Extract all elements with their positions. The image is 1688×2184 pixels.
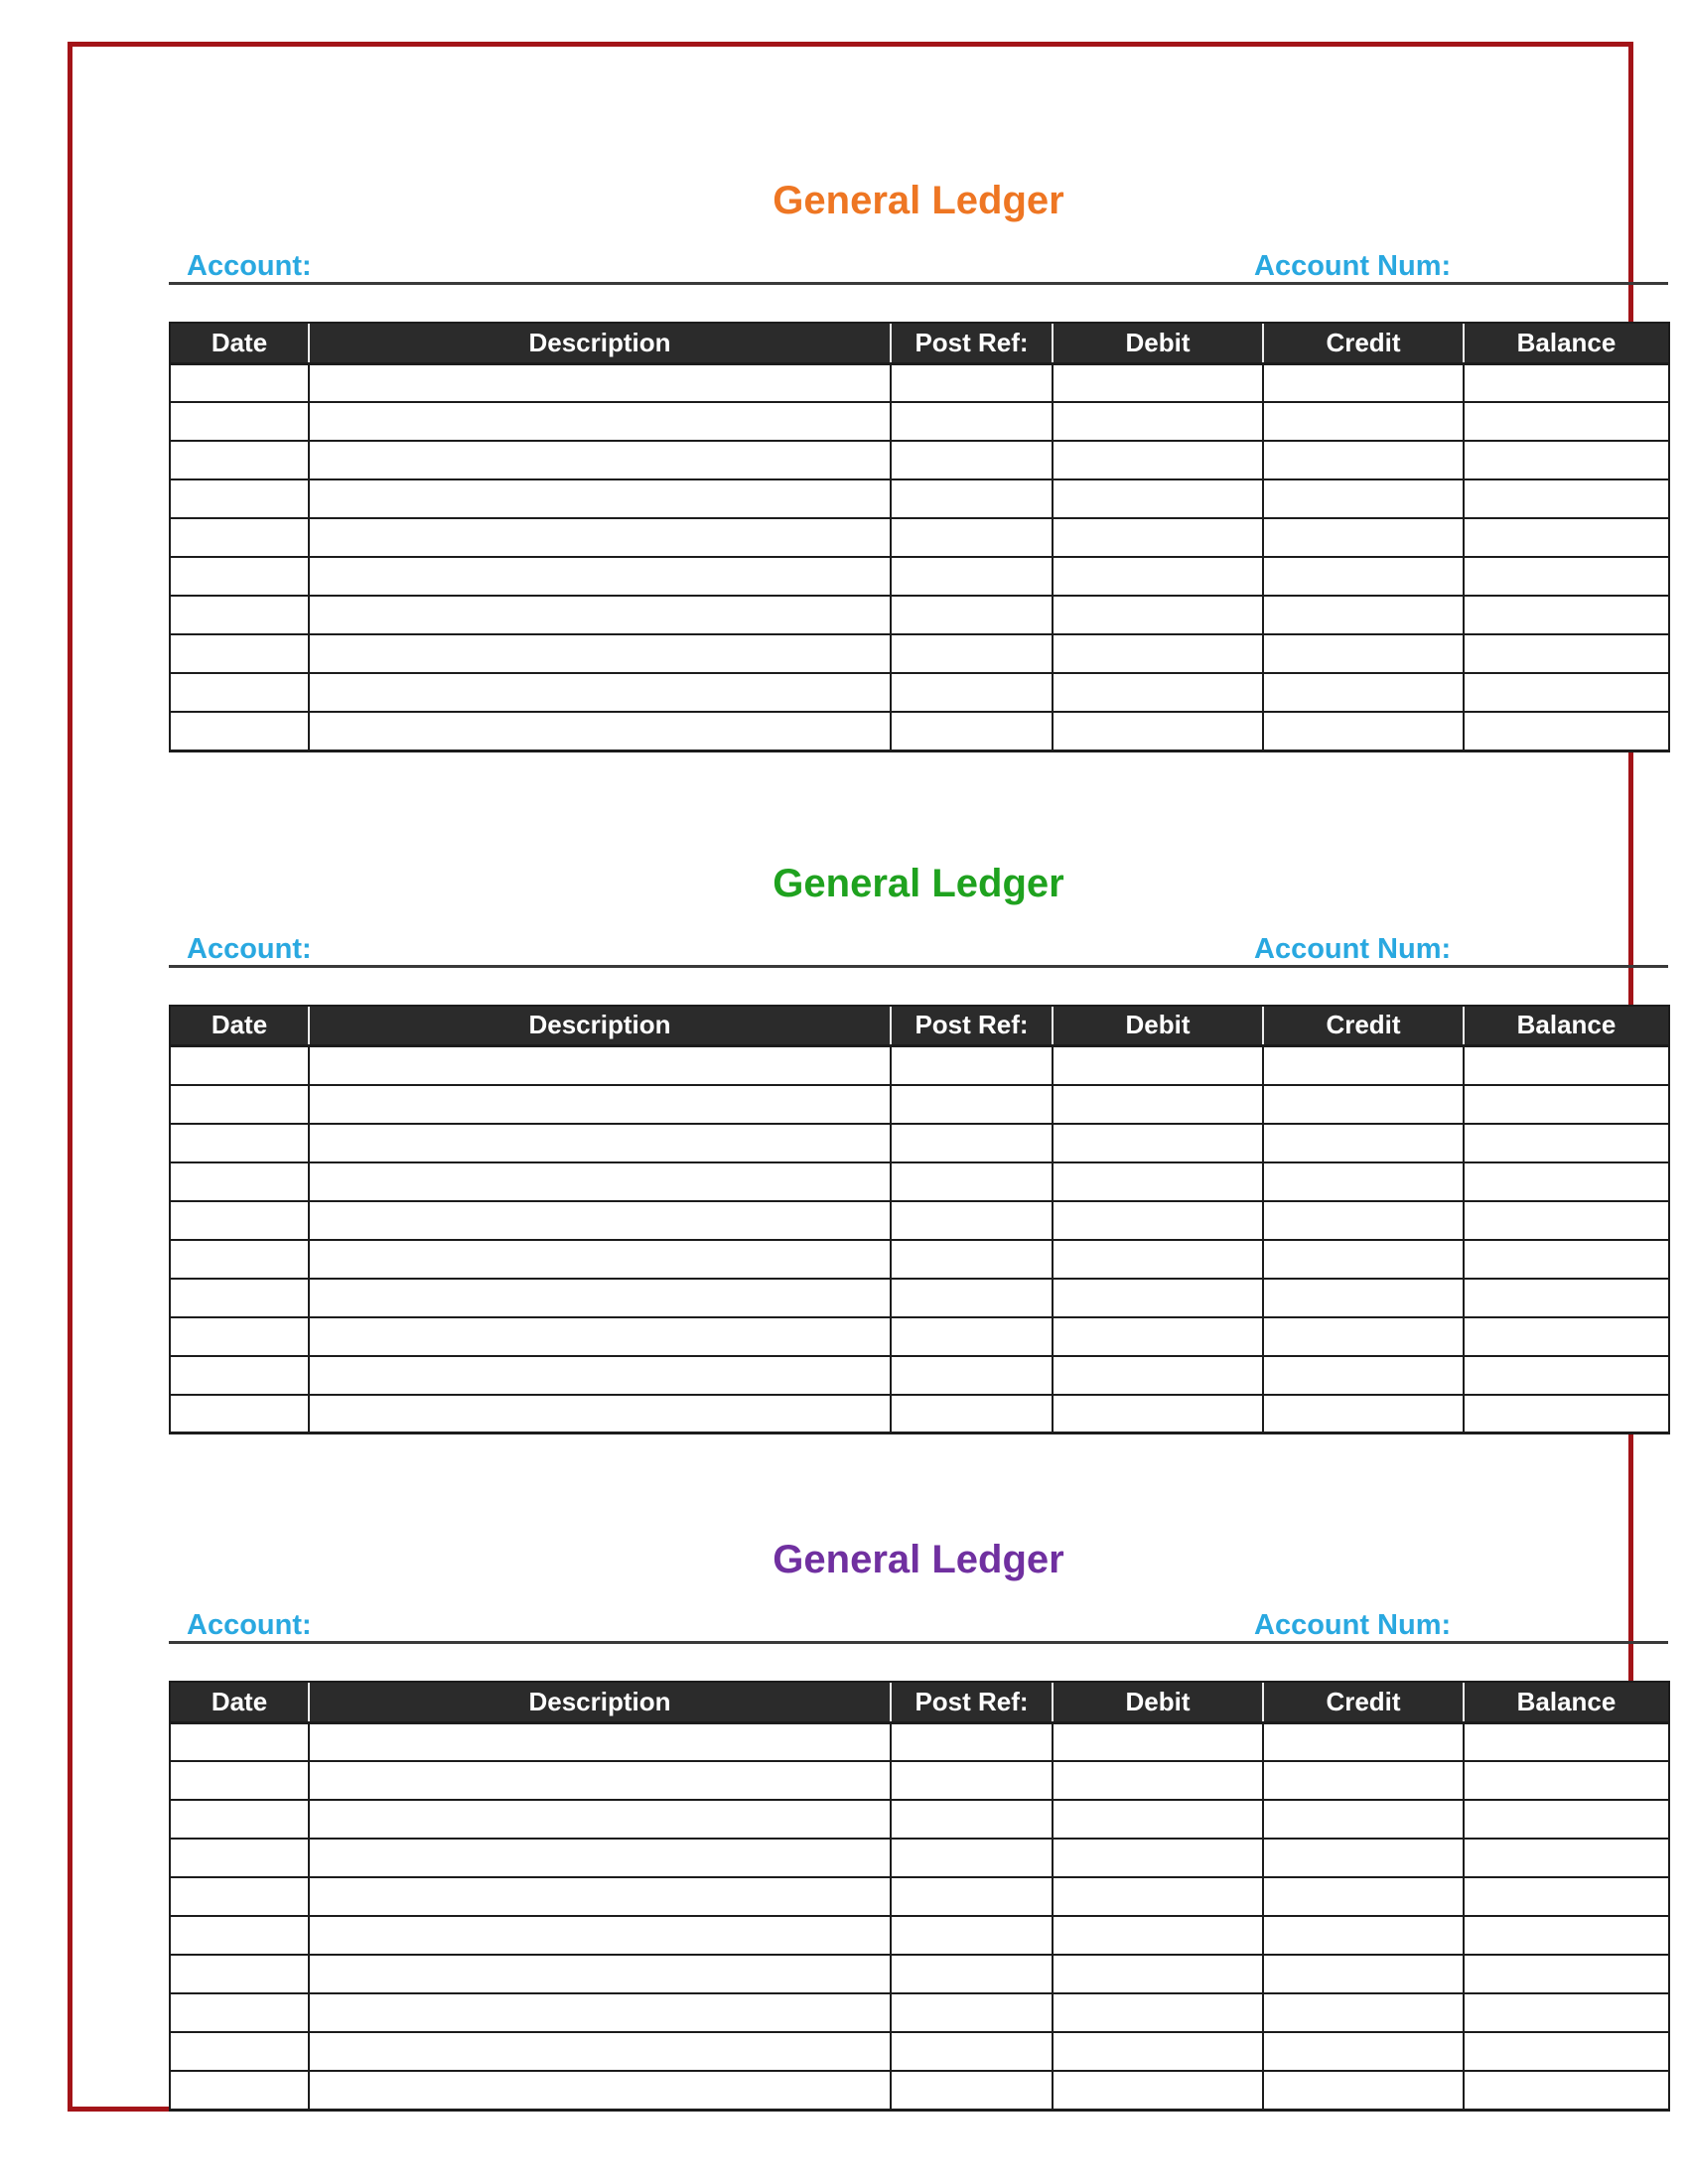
ledger-empty-cell	[1263, 1395, 1464, 1433]
ledger-empty-cell	[170, 596, 309, 634]
ledger-empty-cell	[309, 518, 891, 557]
col-header-debit: Debit	[1053, 1682, 1263, 1722]
account-label: Account:	[187, 1609, 312, 1641]
ledger-empty-cell	[1263, 2032, 1464, 2071]
ledger-empty-cell	[170, 1085, 309, 1124]
ledger-empty-cell	[891, 479, 1053, 518]
ledger-empty-cell	[891, 673, 1053, 712]
ledger-empty-cell	[309, 1046, 891, 1085]
ledger-empty-cell	[1464, 518, 1669, 557]
section-title: General Ledger	[773, 861, 1064, 905]
ledger-empty-cell	[1263, 1046, 1464, 1085]
account-row	[169, 1609, 1668, 1641]
col-header-date: Date	[170, 323, 309, 363]
ledger-empty-cell	[1053, 1800, 1263, 1839]
ledger-empty-cell	[309, 1916, 891, 1955]
col-header-description: Description	[309, 1682, 891, 1722]
ledger-empty-cell	[891, 1993, 1053, 2032]
ledger-empty-cell	[891, 1201, 1053, 1240]
ledger-empty-cell	[1053, 1085, 1263, 1124]
ledger-empty-cell	[891, 1317, 1053, 1356]
account-num-label: Account Num:	[1254, 1609, 1452, 1641]
ledger-empty-cell	[1263, 596, 1464, 634]
col-header-debit: Debit	[1053, 1006, 1263, 1046]
table-header-row	[170, 323, 1669, 363]
section-title: General Ledger	[773, 1538, 1064, 1581]
ledger-empty-cell	[891, 363, 1053, 402]
ledger-empty-row	[170, 1761, 1669, 1800]
ledger-empty-row	[170, 1877, 1669, 1916]
ledger-empty-row	[170, 712, 1669, 751]
account-num-label: Account Num:	[1254, 250, 1452, 282]
ledger-empty-row	[170, 1955, 1669, 1993]
ledger-empty-row	[170, 1046, 1669, 1085]
ledger-empty-cell	[1464, 1955, 1669, 1993]
ledger-empty-row	[170, 1993, 1669, 2032]
ledger-empty-cell	[1464, 2071, 1669, 2110]
ledger-empty-row	[170, 1916, 1669, 1955]
ledger-empty-cell	[309, 1240, 891, 1279]
ledger-empty-cell	[1464, 712, 1669, 751]
ledger-empty-cell	[1464, 1993, 1669, 2032]
col-header-credit: Credit	[1263, 1682, 1464, 1722]
ledger-empty-cell	[1053, 596, 1263, 634]
ledger-empty-cell	[170, 1722, 309, 1761]
col-header-balance: Balance	[1464, 1006, 1669, 1046]
ledger-empty-cell	[891, 634, 1053, 673]
ledger-empty-cell	[309, 1993, 891, 2032]
col-header-balance: Balance	[1464, 323, 1669, 363]
ledger-empty-cell	[1464, 2032, 1669, 2071]
ledger-empty-cell	[1053, 1046, 1263, 1085]
ledger-empty-row	[170, 1124, 1669, 1162]
ledger-empty-row	[170, 1800, 1669, 1839]
ledger-empty-cell	[1053, 1124, 1263, 1162]
ledger-empty-cell	[1053, 1162, 1263, 1201]
ledger-empty-cell	[170, 1279, 309, 1317]
ledger-empty-cell	[309, 2071, 891, 2110]
col-header-credit: Credit	[1263, 1006, 1464, 1046]
ledger-empty-cell	[1464, 634, 1669, 673]
ledger-empty-cell	[1263, 441, 1464, 479]
ledger-empty-cell	[170, 479, 309, 518]
ledger-empty-cell	[170, 1761, 309, 1800]
ledger-empty-cell	[1263, 1877, 1464, 1916]
ledger-empty-cell	[1464, 1124, 1669, 1162]
ledger-empty-cell	[1464, 441, 1669, 479]
ledger-empty-cell	[1053, 634, 1263, 673]
ledger-empty-cell	[1464, 1722, 1669, 1761]
ledger-empty-cell	[891, 518, 1053, 557]
ledger-empty-cell	[891, 1279, 1053, 1317]
ledger-empty-cell	[891, 1240, 1053, 1279]
account-underline	[169, 282, 1668, 285]
ledger-empty-cell	[1053, 2032, 1263, 2071]
page-content	[169, 93, 1668, 2112]
ledger-empty-cell	[309, 1356, 891, 1395]
ledger-empty-cell	[309, 634, 891, 673]
ledger-empty-cell	[1464, 596, 1669, 634]
ledger-empty-cell	[1053, 1877, 1263, 1916]
ledger-empty-cell	[1053, 1395, 1263, 1433]
ledger-empty-cell	[170, 712, 309, 751]
ledger-empty-cell	[1464, 1317, 1669, 1356]
ledger-empty-cell	[1053, 363, 1263, 402]
ledger-empty-cell	[309, 1395, 891, 1433]
ledger-empty-row	[170, 634, 1669, 673]
ledger-empty-cell	[170, 1162, 309, 1201]
ledger-empty-cell	[1263, 1916, 1464, 1955]
ledger-empty-cell	[891, 402, 1053, 441]
ledger-empty-cell	[1053, 479, 1263, 518]
ledger-empty-cell	[1053, 673, 1263, 712]
ledger-empty-cell	[170, 1800, 309, 1839]
ledger-section-1	[169, 179, 1668, 752]
ledger-empty-cell	[309, 1085, 891, 1124]
ledger-empty-cell	[1053, 1955, 1263, 1993]
account-label: Account:	[187, 250, 312, 282]
col-header-date: Date	[170, 1006, 309, 1046]
ledger-empty-row	[170, 2071, 1669, 2110]
ledger-empty-cell	[1263, 2071, 1464, 2110]
ledger-empty-cell	[309, 712, 891, 751]
ledger-empty-cell	[170, 1201, 309, 1240]
ledger-empty-cell	[309, 1317, 891, 1356]
ledger-empty-cell	[309, 1955, 891, 1993]
ledger-empty-cell	[1263, 1993, 1464, 2032]
ledger-empty-cell	[1464, 363, 1669, 402]
ledger-section-3	[169, 1538, 1668, 2112]
ledger-empty-cell	[891, 712, 1053, 751]
ledger-empty-cell	[1053, 402, 1263, 441]
ledger-empty-cell	[170, 673, 309, 712]
ledger-empty-cell	[891, 1761, 1053, 1800]
col-header-post-ref: Post Ref:	[891, 1682, 1053, 1722]
ledger-empty-cell	[891, 1395, 1053, 1433]
ledger-empty-cell	[1263, 1722, 1464, 1761]
ledger-empty-cell	[1263, 1162, 1464, 1201]
ledger-empty-cell	[309, 441, 891, 479]
ledger-empty-row	[170, 363, 1669, 402]
ledger-empty-cell	[170, 1317, 309, 1356]
ledger-empty-cell	[309, 363, 891, 402]
ledger-empty-row	[170, 1240, 1669, 1279]
ledger-empty-cell	[1263, 673, 1464, 712]
ledger-empty-cell	[170, 1993, 309, 2032]
ledger-empty-row	[170, 2032, 1669, 2071]
ledger-empty-cell	[1053, 1839, 1263, 1877]
ledger-empty-cell	[170, 2032, 309, 2071]
ledger-empty-row	[170, 441, 1669, 479]
ledger-empty-cell	[170, 363, 309, 402]
ledger-empty-cell	[1464, 1162, 1669, 1201]
ledger-table	[169, 1005, 1670, 1435]
ledger-empty-row	[170, 1201, 1669, 1240]
ledger-empty-cell	[1464, 1046, 1669, 1085]
col-header-date: Date	[170, 1682, 309, 1722]
ledger-empty-cell	[170, 1240, 309, 1279]
ledger-empty-cell	[891, 1839, 1053, 1877]
ledger-empty-cell	[891, 1162, 1053, 1201]
ledger-table	[169, 322, 1670, 752]
ledger-empty-cell	[891, 441, 1053, 479]
ledger-empty-cell	[1053, 1279, 1263, 1317]
ledger-empty-cell	[1464, 1800, 1669, 1839]
ledger-empty-cell	[1464, 1395, 1669, 1433]
ledger-empty-cell	[1053, 441, 1263, 479]
ledger-empty-cell	[891, 1800, 1053, 1839]
ledger-empty-cell	[309, 557, 891, 596]
ledger-empty-cell	[1053, 1761, 1263, 1800]
ledger-empty-cell	[1263, 1240, 1464, 1279]
ledger-empty-row	[170, 1839, 1669, 1877]
ledger-empty-cell	[170, 518, 309, 557]
account-row	[169, 933, 1668, 965]
ledger-empty-cell	[309, 1124, 891, 1162]
ledger-empty-cell	[1263, 1201, 1464, 1240]
ledger-empty-cell	[1263, 1356, 1464, 1395]
ledger-empty-cell	[1464, 1201, 1669, 1240]
ledger-empty-cell	[170, 441, 309, 479]
ledger-empty-cell	[1263, 1124, 1464, 1162]
ledger-empty-row	[170, 479, 1669, 518]
ledger-empty-row	[170, 557, 1669, 596]
ledger-empty-cell	[891, 1046, 1053, 1085]
table-header-row	[170, 1006, 1669, 1046]
ledger-empty-cell	[170, 557, 309, 596]
ledger-empty-cell	[309, 1279, 891, 1317]
ledger-empty-cell	[1053, 1240, 1263, 1279]
ledger-empty-cell	[1464, 1877, 1669, 1916]
ledger-empty-cell	[891, 557, 1053, 596]
ledger-empty-cell	[1464, 1916, 1669, 1955]
ledger-empty-cell	[1053, 1201, 1263, 1240]
ledger-empty-row	[170, 1395, 1669, 1433]
ledger-empty-cell	[891, 2071, 1053, 2110]
ledger-empty-cell	[1263, 363, 1464, 402]
ledger-empty-row	[170, 596, 1669, 634]
ledger-empty-cell	[891, 2032, 1053, 2071]
ledger-table	[169, 1681, 1670, 2112]
col-header-post-ref: Post Ref:	[891, 323, 1053, 363]
account-underline	[169, 1641, 1668, 1644]
ledger-empty-cell	[309, 1761, 891, 1800]
ledger-empty-cell	[1464, 673, 1669, 712]
ledger-empty-cell	[170, 1916, 309, 1955]
ledger-empty-cell	[1053, 1356, 1263, 1395]
ledger-empty-row	[170, 1356, 1669, 1395]
ledger-empty-cell	[170, 2071, 309, 2110]
ledger-empty-cell	[891, 1955, 1053, 1993]
ledger-empty-cell	[1053, 712, 1263, 751]
ledger-empty-cell	[1263, 712, 1464, 751]
ledger-empty-row	[170, 1279, 1669, 1317]
ledger-empty-cell	[1263, 1800, 1464, 1839]
account-label: Account:	[187, 932, 312, 965]
ledger-empty-row	[170, 1317, 1669, 1356]
ledger-empty-cell	[170, 402, 309, 441]
ledger-empty-cell	[1053, 557, 1263, 596]
ledger-empty-cell	[1263, 1317, 1464, 1356]
ledger-empty-cell	[1464, 557, 1669, 596]
ledger-empty-cell	[170, 1356, 309, 1395]
ledger-empty-cell	[1053, 1722, 1263, 1761]
ledger-empty-cell	[1053, 1916, 1263, 1955]
ledger-empty-cell	[1263, 557, 1464, 596]
ledger-empty-cell	[309, 1877, 891, 1916]
ledger-empty-cell	[1053, 1317, 1263, 1356]
ledger-empty-cell	[1053, 1993, 1263, 2032]
ledger-empty-cell	[309, 2032, 891, 2071]
ledger-empty-cell	[1464, 1240, 1669, 1279]
ledger-empty-cell	[1053, 518, 1263, 557]
ledger-section-2	[169, 862, 1668, 1435]
ledger-empty-cell	[170, 1839, 309, 1877]
col-header-description: Description	[309, 323, 891, 363]
col-header-description: Description	[309, 1006, 891, 1046]
ledger-empty-cell	[309, 596, 891, 634]
ledger-empty-cell	[1263, 1279, 1464, 1317]
ledger-empty-row	[170, 1085, 1669, 1124]
account-num-label: Account Num:	[1254, 932, 1452, 965]
ledger-empty-cell	[170, 1955, 309, 1993]
account-row	[169, 250, 1668, 282]
account-underline	[169, 965, 1668, 968]
ledger-empty-cell	[891, 1356, 1053, 1395]
ledger-empty-cell	[1263, 1085, 1464, 1124]
ledger-empty-row	[170, 1162, 1669, 1201]
ledger-empty-cell	[891, 1722, 1053, 1761]
page-red-border-frame	[68, 42, 1633, 2112]
ledger-empty-cell	[1464, 1085, 1669, 1124]
ledger-empty-cell	[309, 1201, 891, 1240]
ledger-empty-cell	[309, 1800, 891, 1839]
ledger-empty-row	[170, 1722, 1669, 1761]
col-header-balance: Balance	[1464, 1682, 1669, 1722]
ledger-empty-cell	[170, 1124, 309, 1162]
ledger-empty-cell	[309, 1839, 891, 1877]
ledger-empty-cell	[1464, 1839, 1669, 1877]
ledger-empty-cell	[1464, 1279, 1669, 1317]
ledger-empty-cell	[309, 402, 891, 441]
ledger-empty-row	[170, 518, 1669, 557]
ledger-empty-cell	[891, 1877, 1053, 1916]
ledger-empty-cell	[1263, 1839, 1464, 1877]
ledger-empty-cell	[170, 634, 309, 673]
ledger-empty-cell	[170, 1395, 309, 1433]
ledger-empty-cell	[1263, 1955, 1464, 1993]
ledger-empty-cell	[309, 673, 891, 712]
ledger-empty-cell	[1263, 634, 1464, 673]
ledger-empty-cell	[1053, 2071, 1263, 2110]
ledger-empty-cell	[1263, 518, 1464, 557]
ledger-empty-cell	[170, 1046, 309, 1085]
ledger-empty-cell	[1464, 402, 1669, 441]
ledger-empty-cell	[1464, 1356, 1669, 1395]
ledger-empty-cell	[1263, 1761, 1464, 1800]
ledger-empty-row	[170, 402, 1669, 441]
ledger-empty-cell	[891, 1085, 1053, 1124]
col-header-debit: Debit	[1053, 323, 1263, 363]
ledger-empty-cell	[309, 479, 891, 518]
ledger-empty-row	[170, 673, 1669, 712]
ledger-empty-cell	[1263, 402, 1464, 441]
ledger-empty-cell	[891, 596, 1053, 634]
ledger-empty-cell	[891, 1916, 1053, 1955]
section-title: General Ledger	[773, 179, 1064, 222]
col-header-credit: Credit	[1263, 323, 1464, 363]
ledger-empty-cell	[1464, 1761, 1669, 1800]
ledger-empty-cell	[891, 1124, 1053, 1162]
ledger-empty-cell	[1464, 479, 1669, 518]
col-header-post-ref: Post Ref:	[891, 1006, 1053, 1046]
ledger-empty-cell	[170, 1877, 309, 1916]
ledger-empty-cell	[309, 1162, 891, 1201]
table-header-row	[170, 1682, 1669, 1722]
ledger-empty-cell	[309, 1722, 891, 1761]
ledger-empty-cell	[1263, 479, 1464, 518]
